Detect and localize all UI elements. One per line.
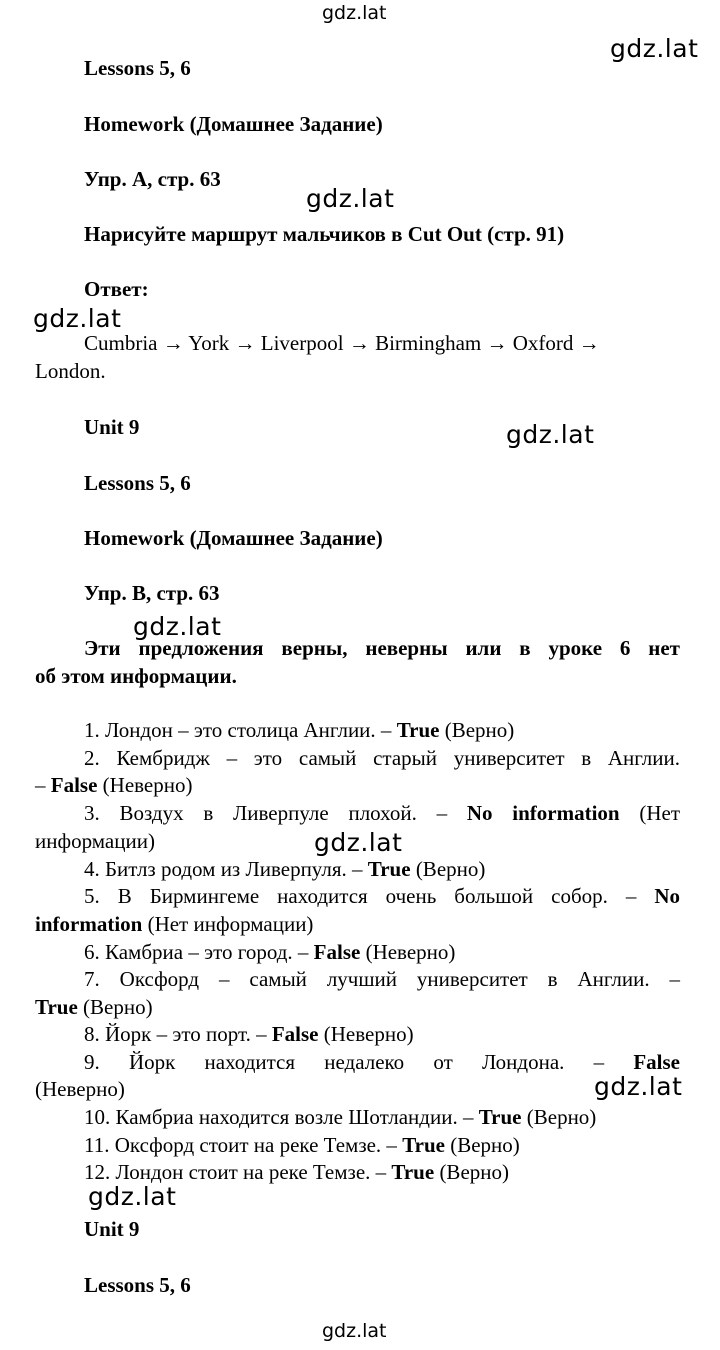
unit-heading: Unit 9	[84, 415, 140, 439]
list-item-cont: information (Нет информации)	[35, 912, 314, 936]
list-item-cont: True (Верно)	[35, 995, 153, 1019]
list-item: 2. Кембридж – это самый старый университет в Англии.	[84, 746, 680, 770]
unit-heading: Unit 9	[84, 1217, 140, 1241]
watermark: gdz.lat	[314, 828, 403, 857]
watermark-top: gdz.lat	[322, 2, 387, 24]
list-item: 3. Воздух в Ливерпуле плохой. – No information (Нет	[84, 801, 680, 825]
homework-heading: Homework (Домашнее Задание)	[84, 112, 383, 136]
watermark-bottom: gdz.lat	[322, 1320, 387, 1342]
list-item: 6. Камбриа – это город. – False (Неверно)	[84, 940, 456, 964]
list-item: 10. Камбриа находится возле Шотландии. – True (Верно)	[84, 1105, 597, 1129]
list-item: 4. Битлз родом из Ливерпуля. – True (Верно)	[84, 857, 486, 881]
list-item: 12. Лондон стоит на реке Темзе. – True (Верно)	[84, 1160, 509, 1184]
list-item: 8. Йорк – это порт. – False (Неверно)	[84, 1022, 414, 1046]
list-item: 1. Лондон – это столица Англии. – True (Верно)	[84, 718, 515, 742]
answer-label: Ответ:	[84, 277, 149, 301]
exercise-heading: Упр. А, стр. 63	[84, 167, 221, 191]
watermark: gdz.lat	[88, 1182, 177, 1211]
watermark: gdz.lat	[594, 1072, 683, 1101]
list-item-cont: информации)	[35, 829, 155, 853]
homework-heading: Homework (Домашнее Задание)	[84, 526, 383, 550]
route-line-end: London.	[35, 359, 106, 383]
list-item: 9. Йорк находится недалеко от Лондона. – False	[84, 1050, 680, 1074]
list-item-cont: (Неверно)	[35, 1077, 125, 1101]
lessons-heading: Lessons 5, 6	[84, 1273, 191, 1297]
lessons-heading: Lessons 5, 6	[84, 471, 191, 495]
list-item: 11. Оксфорд стоит на реке Темзе. – True (Верно)	[84, 1133, 520, 1157]
watermark: gdz.lat	[306, 184, 395, 213]
exercise-heading: Упр. В, стр. 63	[84, 581, 220, 605]
lessons-heading: Lessons 5, 6	[84, 56, 191, 80]
route-line: Cumbria → York → Liverpool → Birmingham → Oxford →	[84, 331, 600, 355]
watermark: gdz.lat	[506, 420, 595, 449]
task-heading: Эти предложения верны, неверны или в уроке 6 нет	[84, 636, 680, 660]
list-item: 7. Оксфорд – самый лучший университет в Англии. –	[84, 967, 680, 991]
list-item: 5. В Бирмингеме находится очень большой собор. – No	[84, 884, 680, 908]
list-item-cont: – False (Неверно)	[35, 773, 193, 797]
watermark: gdz.lat	[133, 612, 222, 641]
task-heading-end: об этом информации.	[35, 664, 237, 688]
watermark: gdz.lat	[610, 34, 699, 63]
task-heading: Нарисуйте маршрут мальчиков в Cut Out (стр. 91)	[84, 222, 565, 246]
watermark: gdz.lat	[33, 304, 122, 333]
